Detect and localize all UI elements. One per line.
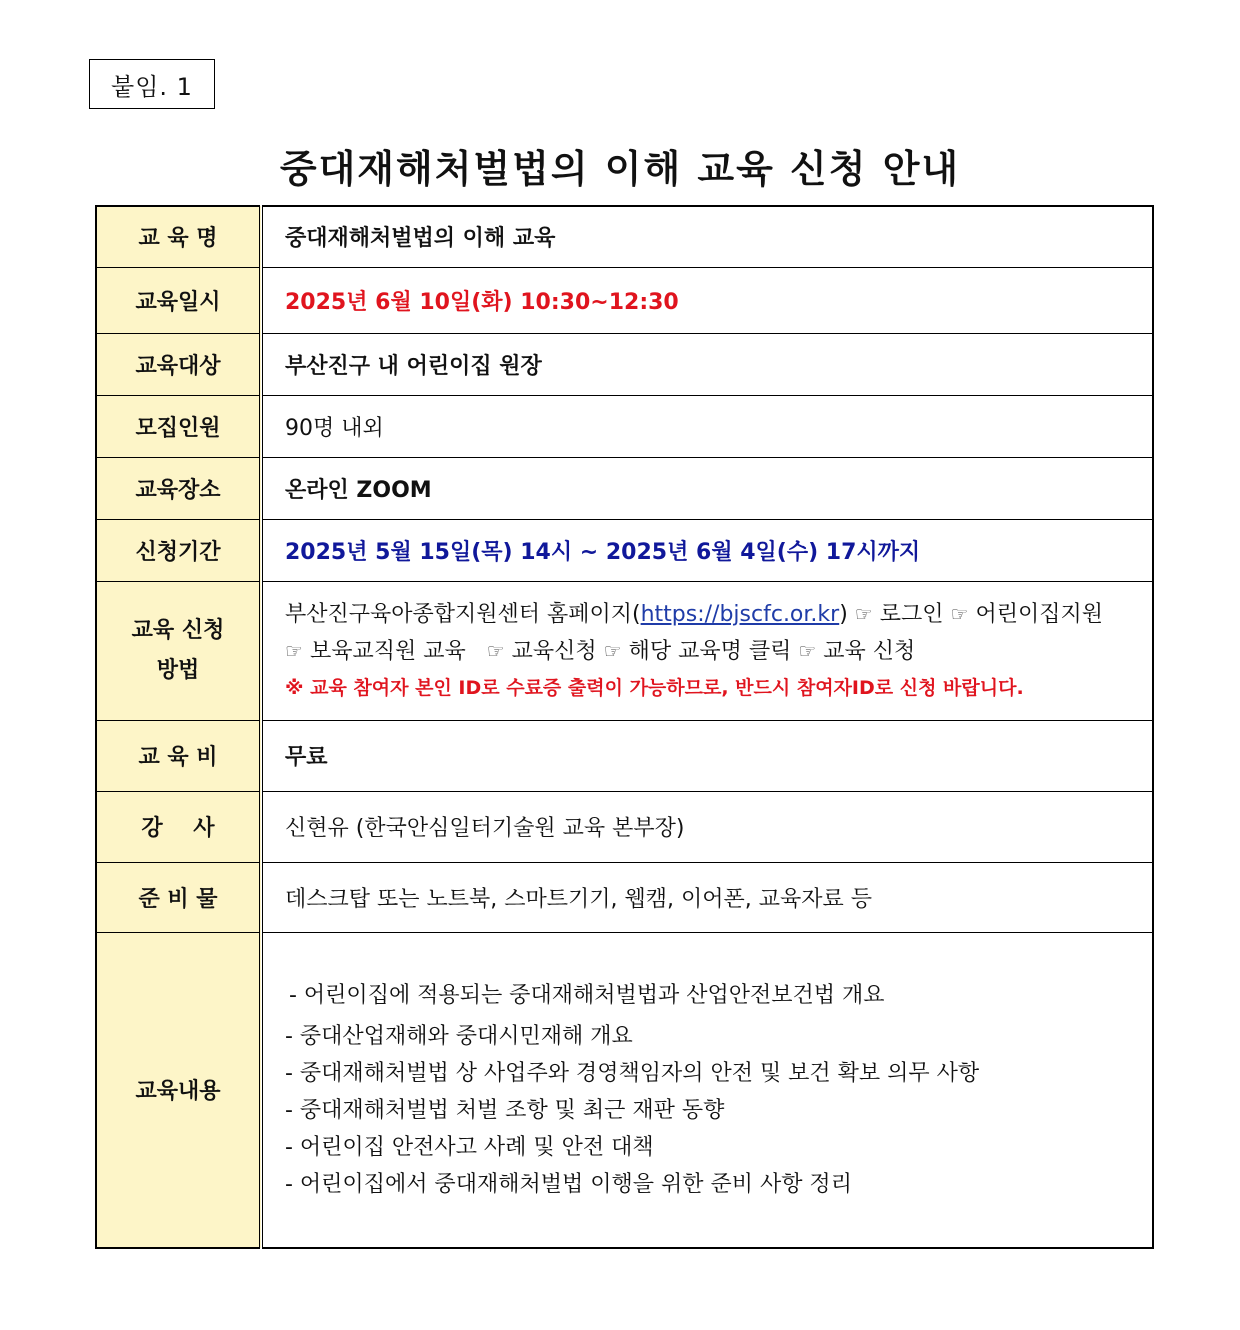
- value-name: 중대재해처벌법의 이해 교육: [261, 206, 1153, 267]
- value-place: 온라인 ZOOM: [261, 457, 1153, 519]
- method-line-2: [285, 633, 1144, 670]
- label-capacity: 모집인원: [96, 395, 261, 457]
- label-materials: 준 비 물: [96, 862, 261, 932]
- list-item: - 중대재해처벌법 처벌 조항 및 최근 재판 동향: [285, 1097, 725, 1123]
- table-row-place: [96, 457, 1153, 519]
- table-row-contents: [96, 932, 1153, 1248]
- value-period: 2025년 5월 15일(목) 14시 ~ 2025년 6월 4일(수) 17시까지: [261, 519, 1153, 581]
- value-contents: [261, 932, 1153, 1248]
- pointing-hand-icon: ☞: [486, 638, 505, 663]
- method-step-support: 어린이집지원: [975, 601, 1103, 627]
- value-datetime: 2025년 6월 10일(화) 10:30~12:30: [261, 267, 1153, 333]
- table-row-instructor: [96, 791, 1153, 862]
- pointing-hand-icon: ☞: [603, 638, 622, 663]
- homepage-link[interactable]: https://bjscfc.or.kr: [640, 601, 840, 627]
- label-contents: 교육내용: [96, 932, 261, 1248]
- value-method: [261, 581, 1153, 720]
- label-name: 교 육 명: [96, 206, 261, 267]
- method-line-1: [285, 596, 1144, 633]
- value-fee: 무료: [261, 720, 1153, 791]
- method-notice: ※ 교육 참여자 본인 ID로 수료증 출력이 가능하므로, 반드시 참여자ID로 신청 바랍니다.: [285, 676, 1024, 699]
- label-method-line1: 교육 신청: [131, 617, 225, 643]
- method-line1-suffix: ): [839, 601, 848, 627]
- value-materials: 데스크탑 또는 노트북, 스마트기기, 웹캠, 이어폰, 교육자료 등: [261, 862, 1153, 932]
- pointing-hand-icon: ☞: [798, 638, 817, 663]
- value-target: 부산진구 내 어린이집 원장: [261, 333, 1153, 395]
- label-method: [96, 581, 261, 720]
- table-row-period: [96, 519, 1153, 581]
- label-method-line2: 방법: [156, 657, 200, 683]
- pointing-hand-icon: ☞: [854, 601, 873, 626]
- method-step-login: 로그인: [879, 601, 944, 627]
- method-step-final: 교육 신청: [823, 638, 916, 664]
- value-capacity: 90명 내외: [261, 395, 1153, 457]
- label-period: 신청기간: [96, 519, 261, 581]
- list-item: - 중대재해처벌법 상 사업주와 경영책임자의 안전 및 보건 확보 의무 사항: [285, 1060, 980, 1086]
- list-item: - 중대산업재해와 중대시민재해 개요: [285, 1023, 633, 1049]
- method-step-click: 해당 교육명 클릭: [628, 638, 792, 664]
- page-title: 중대재해처벌법의 이해 교육 신청 안내: [279, 147, 961, 191]
- table-row-fee: [96, 720, 1153, 791]
- table-row-name: [96, 206, 1153, 267]
- method-step-staff: 보육교직원 교육: [309, 638, 466, 664]
- list-item: - 어린이집 안전사고 사례 및 안전 대책: [285, 1134, 654, 1160]
- table-row-target: [96, 333, 1153, 395]
- table-row-datetime: [96, 267, 1153, 333]
- attachment-label: 붙임. 1: [89, 59, 215, 109]
- table-row-method: [96, 581, 1153, 720]
- label-datetime: 교육일시: [96, 267, 261, 333]
- pointing-hand-icon: ☞: [950, 601, 969, 626]
- label-fee: 교 육 비: [96, 720, 261, 791]
- method-step-apply: 교육신청: [511, 638, 597, 664]
- label-target: 교육대상: [96, 333, 261, 395]
- pointing-hand-icon: ☞: [285, 638, 303, 663]
- list-item: - 어린이집에 적용되는 중대재해처벌법과 산업안전보건법 개요: [289, 982, 885, 1008]
- label-place: 교육장소: [96, 457, 261, 519]
- info-table: [95, 205, 1154, 1249]
- contents-list: [285, 977, 1144, 1203]
- list-item: - 어린이집에서 중대재해처벌법 이행을 위한 준비 사항 정리: [285, 1171, 852, 1197]
- label-instructor: 강 사: [96, 791, 261, 862]
- value-instructor: 신현유 (한국안심일터기술원 교육 본부장): [261, 791, 1153, 862]
- table-row-capacity: [96, 395, 1153, 457]
- table-row-materials: [96, 862, 1153, 932]
- method-line1-prefix: 부산진구육아종합지원센터 홈페이지(: [285, 601, 641, 627]
